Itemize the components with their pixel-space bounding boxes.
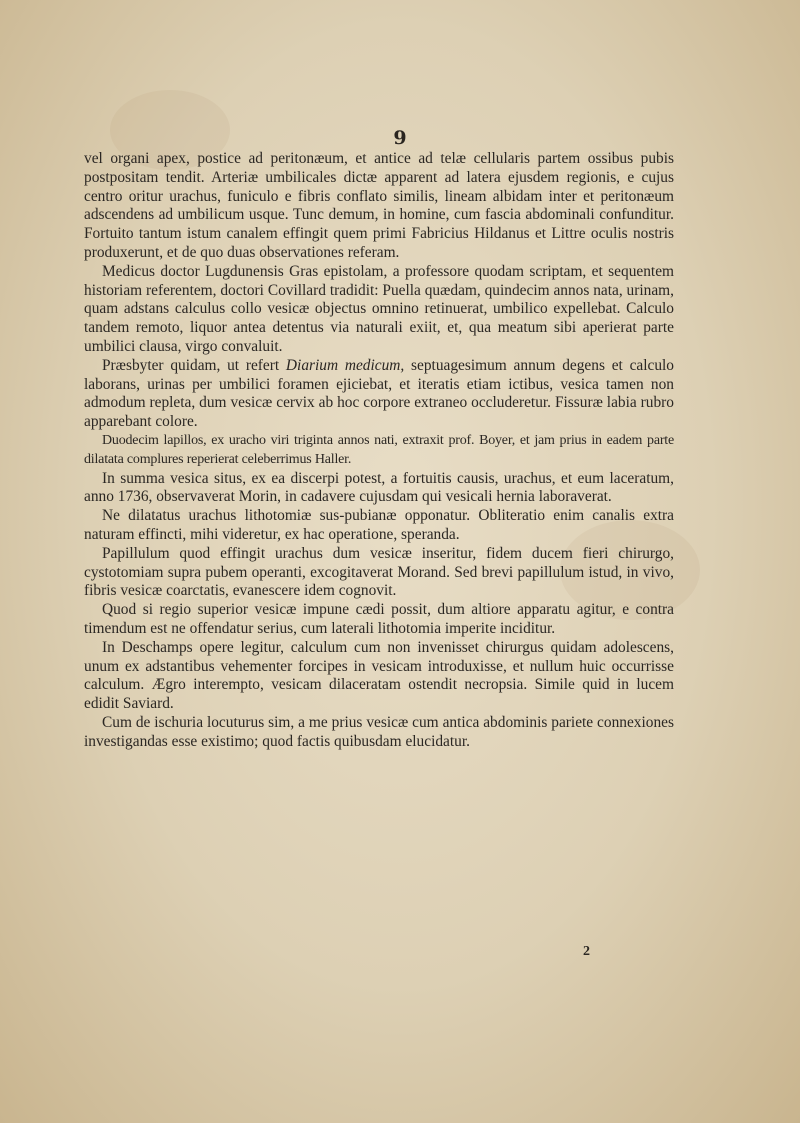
paragraph: Cum de ischuria locuturus sim, a me prius vesicæ cum antica abdominis pariete connexiones investigandas esse existimo; quod factis quibusdam elucidatur. [84, 713, 674, 750]
paragraph: Quod si regio superior vesicæ impune cædi possit, dum altiore apparatu agitur, e contra timendum est ne offendatur serius, cum laterali lithotomia imperite inciditur. [84, 601, 674, 637]
paragraph: Medicus doctor Lugdunensis Gras epistolam, a professore quodam scriptam, et sequentem historiam referentem, doctori Covillard tradidit: Puella quædam, quindecim annos nata, urinam, quam adstans calculus collo vesicæ objectus omnino retinuerat, umbilico expellebat. Calculo tandem remoto, liquor antea detentus via naturali exiit, et, qua meatum sibi aperierat parte umbilici clausa, virgo convaluit. [84, 262, 674, 355]
signature-mark: 2 [583, 944, 590, 959]
paragraph: In Deschamps opere legitur, calculum cum non invenisset chirurgus quidam adolescens, unum ex adstantibus vehementer forcipes in vesicam introduxisse, et nullum huic occurrisse calculum. Ægro interempto, vesicam dilaceratam ostendit necropsia. Simile quid in lucem edidit Saviard. [84, 638, 674, 713]
paragraph: Ne dilatatus urachus lithotomiæ sus-pubianæ opponatur. Obliteratio enim canalis extra naturam effincti, mihi videretur, ex hac operatione, speranda. [84, 507, 674, 543]
paragraph [84, 357, 674, 432]
paragraph-text: septuagesimum annum degens et calculo laborans, urinas per umbilici foramen ejiciebat, et iteratis etiam ictibus, vesica tamen non admodum repleta, dum vesicæ cervix ab hoc corpore extraneo occluderetur. Fissuræ labia rubro apparebant colore. [84, 356, 674, 431]
paragraph: vel organi apex, postice ad peritonæum, et antice ad telæ cellularis partem ossibus pubis postpositam tendit. Arteriæ umbilicales dictæ apparent ad latera ejusdem regionis, e cujus centro oritur urachus, funiculo e fibris conflato similis, lineam albidam inter et peritonæum adscendens ad umbilicum usque. Tunc demum, in homine, cum fascia abdominali confunditur. Fortuito tantum istum canalem effingit quem primi Fabricius Hildanus et Littre oculis nostris produxerunt, et de quo duas observationes referam. [84, 150, 674, 261]
paragraph-text: Præsbyter quidam, ut refert [102, 356, 286, 374]
paragraph: Duodecim lapillos, ex uracho viri triginta annos nati, extraxit prof. Boyer, et jam prius in eadem parte dilatata complures reperierat celeberrimus Haller. [84, 432, 674, 467]
body-text [84, 150, 674, 752]
paragraph: Papillulum quod effingit urachus dum vesicæ inseritur, fidem ducem fieri chirurgo, cystotomiam supra pubem operanti, excogitaverat Morand. Sed brevi papillulum istud, in vivo, fibris vesicæ coarctatis, evanescere idem cognovit. [84, 544, 674, 600]
page-number: 9 [393, 127, 407, 149]
paragraph: In summa vesica situs, ex ea discerpi potest, a fortuitis causis, urachus, et eum laceratum, anno 1736, observaverat Morin, in cadavere cujusdam qui vesicali hernia laboraverat. [84, 469, 674, 506]
journal-title: Diarium medicum, [285, 356, 405, 374]
